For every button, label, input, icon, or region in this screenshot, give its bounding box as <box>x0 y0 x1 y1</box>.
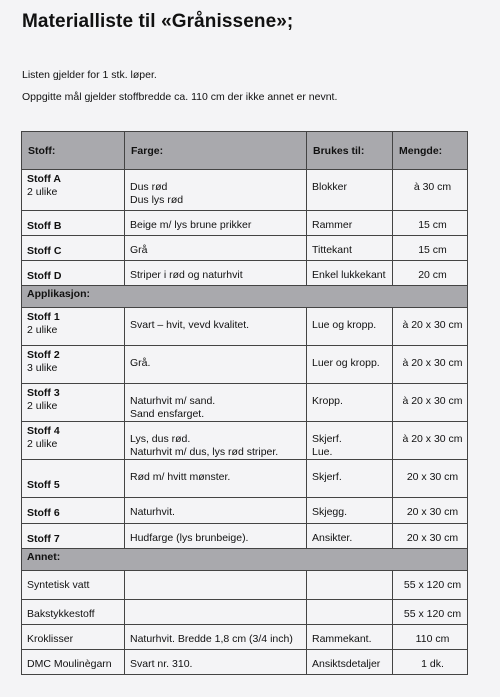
material-name-cell <box>22 524 125 549</box>
amount-value: à 20 x 30 cm <box>402 357 463 369</box>
intro-line-2: Oppgitte mål gjelder stoffbredde ca. 110 cm der ikke annet er nevnt. <box>22 91 338 103</box>
table-row <box>22 211 468 236</box>
material-name: Stoff B <box>27 220 62 232</box>
amount-value: 55 x 120 cm <box>403 608 462 620</box>
material-table <box>21 131 468 675</box>
amount-cell <box>393 346 468 384</box>
amount-cell <box>393 524 468 549</box>
usage-line: Skjegg. <box>312 506 348 518</box>
usage-cell <box>307 625 393 650</box>
material-name-cell <box>22 236 125 261</box>
header-mengde: Mengde: <box>393 132 468 170</box>
usage-cell <box>307 261 393 286</box>
material-name: Stoff D <box>27 270 62 282</box>
amount-value: 55 x 120 cm <box>403 579 462 591</box>
usage-line: Lue og kropp. <box>312 319 377 331</box>
material-name-cell <box>22 460 125 498</box>
amount-cell <box>393 571 468 600</box>
usage-line: Rammekant. <box>312 633 372 645</box>
usage-cell <box>307 308 393 346</box>
amount-value: 20 x 30 cm <box>406 532 459 544</box>
color-line: Grå. <box>130 357 151 369</box>
usage-line: Kropp. <box>312 395 343 407</box>
amount-cell <box>393 422 468 460</box>
usage-line: Luer og kropp. <box>312 357 380 369</box>
amount-cell <box>393 236 468 261</box>
amount-value: à 20 x 30 cm <box>402 319 463 331</box>
color-line: Svart – hvit, vevd kvalitet. <box>130 319 250 331</box>
color-line: Hudfarge (lys brunbeige). <box>130 532 249 544</box>
header-stoff: Stoff: <box>22 132 125 170</box>
amount-value: à 20 x 30 cm <box>402 433 463 445</box>
usage-cell <box>307 650 393 675</box>
color-cell <box>125 211 307 236</box>
material-name: Stoff 4 <box>27 425 60 437</box>
material-name-cell <box>22 211 125 236</box>
color-cell <box>125 236 307 261</box>
amount-cell <box>393 384 468 422</box>
color-line: Naturhvit m/ dus, lys rød striper. <box>130 446 279 458</box>
amount-value: 15 cm <box>418 219 447 231</box>
color-cell <box>125 498 307 524</box>
usage-line: Enkel lukkekant <box>312 269 386 281</box>
material-name: Stoff 6 <box>27 507 60 519</box>
color-line: Naturhvit. Bredde 1,8 cm (3/4 inch) <box>130 633 293 645</box>
usage-line: Ansikter. <box>312 532 353 544</box>
usage-cell <box>307 170 393 211</box>
amount-cell <box>393 308 468 346</box>
amount-cell <box>393 600 468 625</box>
color-line: Svart nr. 310. <box>130 658 193 670</box>
table-row <box>22 460 468 498</box>
table-row <box>22 650 468 675</box>
color-line: Beige m/ lys brune prikker <box>130 219 252 231</box>
usage-cell <box>307 498 393 524</box>
section-header-row <box>22 286 468 308</box>
table-row <box>22 384 468 422</box>
usage-cell <box>307 236 393 261</box>
section-label: Annet: <box>22 549 468 571</box>
material-name: Kroklisser <box>27 633 74 645</box>
material-name-cell <box>22 422 125 460</box>
table-row <box>22 236 468 261</box>
amount-cell <box>393 170 468 211</box>
color-line: Naturhvit. <box>130 506 175 518</box>
table-body <box>22 170 468 675</box>
amount-cell <box>393 650 468 675</box>
color-line: Grå <box>130 244 148 256</box>
amount-value: 20 cm <box>418 269 447 281</box>
table-row <box>22 600 468 625</box>
material-name: Bakstykkestoff <box>27 608 95 620</box>
color-cell <box>125 460 307 498</box>
color-cell <box>125 170 307 211</box>
amount-value: 20 x 30 cm <box>406 471 459 483</box>
table-row <box>22 346 468 384</box>
material-name-cell <box>22 625 125 650</box>
usage-cell <box>307 571 393 600</box>
amount-cell <box>393 498 468 524</box>
usage-cell <box>307 346 393 384</box>
table-row <box>22 571 468 600</box>
amount-value: 110 cm <box>415 633 450 645</box>
header-farge: Farge: <box>125 132 307 170</box>
color-cell <box>125 571 307 600</box>
material-variants: 2 ulike <box>27 438 58 450</box>
material-name: Stoff 3 <box>27 387 60 399</box>
table-row <box>22 422 468 460</box>
amount-value: à 20 x 30 cm <box>402 395 463 407</box>
usage-cell <box>307 211 393 236</box>
usage-line: Ansiktsdetaljer <box>312 658 381 670</box>
color-line: Naturhvit m/ sand. <box>130 395 216 407</box>
usage-line: Skjerf. <box>312 433 342 445</box>
table-row <box>22 170 468 211</box>
document-title: Materialliste til «Grånissene»; <box>22 11 294 32</box>
material-name: DMC Moulinègarn <box>27 658 112 670</box>
color-cell <box>125 524 307 549</box>
table-row <box>22 498 468 524</box>
color-line: Rød m/ hvitt mønster. <box>130 471 231 483</box>
section-header-row <box>22 549 468 571</box>
material-name-cell <box>22 346 125 384</box>
usage-cell <box>307 422 393 460</box>
color-cell <box>125 261 307 286</box>
material-name: Stoff A <box>27 173 62 185</box>
color-cell <box>125 346 307 384</box>
material-name: Stoff 5 <box>27 479 60 491</box>
material-name: Stoff 7 <box>27 533 60 545</box>
amount-cell <box>393 625 468 650</box>
usage-cell <box>307 460 393 498</box>
intro-line-1: Listen gjelder for 1 stk. løper. <box>22 69 157 81</box>
table-row <box>22 308 468 346</box>
usage-cell <box>307 524 393 549</box>
material-name: Stoff 1 <box>27 311 60 323</box>
color-cell <box>125 650 307 675</box>
color-cell <box>125 600 307 625</box>
material-name-cell <box>22 650 125 675</box>
material-name: Syntetisk vatt <box>27 579 90 591</box>
color-cell <box>125 422 307 460</box>
color-line: Lys, dus rød. <box>130 433 191 445</box>
material-name-cell <box>22 170 125 211</box>
color-line: Dus rød <box>130 181 168 193</box>
material-variants: 2 ulike <box>27 400 58 412</box>
color-line: Sand ensfarget. <box>130 408 205 420</box>
header-brukes-til: Brukes til: <box>307 132 393 170</box>
amount-value: 20 x 30 cm <box>406 506 459 518</box>
table-row <box>22 625 468 650</box>
usage-line: Blokker <box>312 181 348 193</box>
color-cell <box>125 384 307 422</box>
material-name-cell <box>22 498 125 524</box>
amount-cell <box>393 460 468 498</box>
table-row <box>22 524 468 549</box>
material-name: Stoff C <box>27 245 62 257</box>
material-name: Stoff 2 <box>27 349 60 361</box>
usage-cell <box>307 384 393 422</box>
usage-line: Skjerf. <box>312 471 342 483</box>
color-line: Striper i rød og naturhvit <box>130 269 243 281</box>
amount-value: 15 cm <box>418 244 447 256</box>
color-cell <box>125 308 307 346</box>
material-variants: 2 ulike <box>27 186 58 198</box>
color-cell <box>125 625 307 650</box>
material-variants: 2 ulike <box>27 324 58 336</box>
usage-cell <box>307 600 393 625</box>
usage-line: Tittekant <box>312 244 352 256</box>
amount-cell <box>393 261 468 286</box>
amount-value: à 30 cm <box>413 181 452 193</box>
material-name-cell <box>22 261 125 286</box>
usage-line: Rammer <box>312 219 353 231</box>
amount-value: 1 dk. <box>421 658 444 670</box>
color-line: Dus lys rød <box>130 194 184 206</box>
material-variants: 3 ulike <box>27 362 58 374</box>
usage-line: Lue. <box>312 446 333 458</box>
material-name-cell <box>22 308 125 346</box>
table-row <box>22 261 468 286</box>
material-name-cell <box>22 384 125 422</box>
section-label: Applikasjon: <box>22 286 468 308</box>
table-header-row <box>22 132 468 170</box>
amount-cell <box>393 211 468 236</box>
material-name-cell <box>22 600 125 625</box>
material-name-cell <box>22 571 125 600</box>
